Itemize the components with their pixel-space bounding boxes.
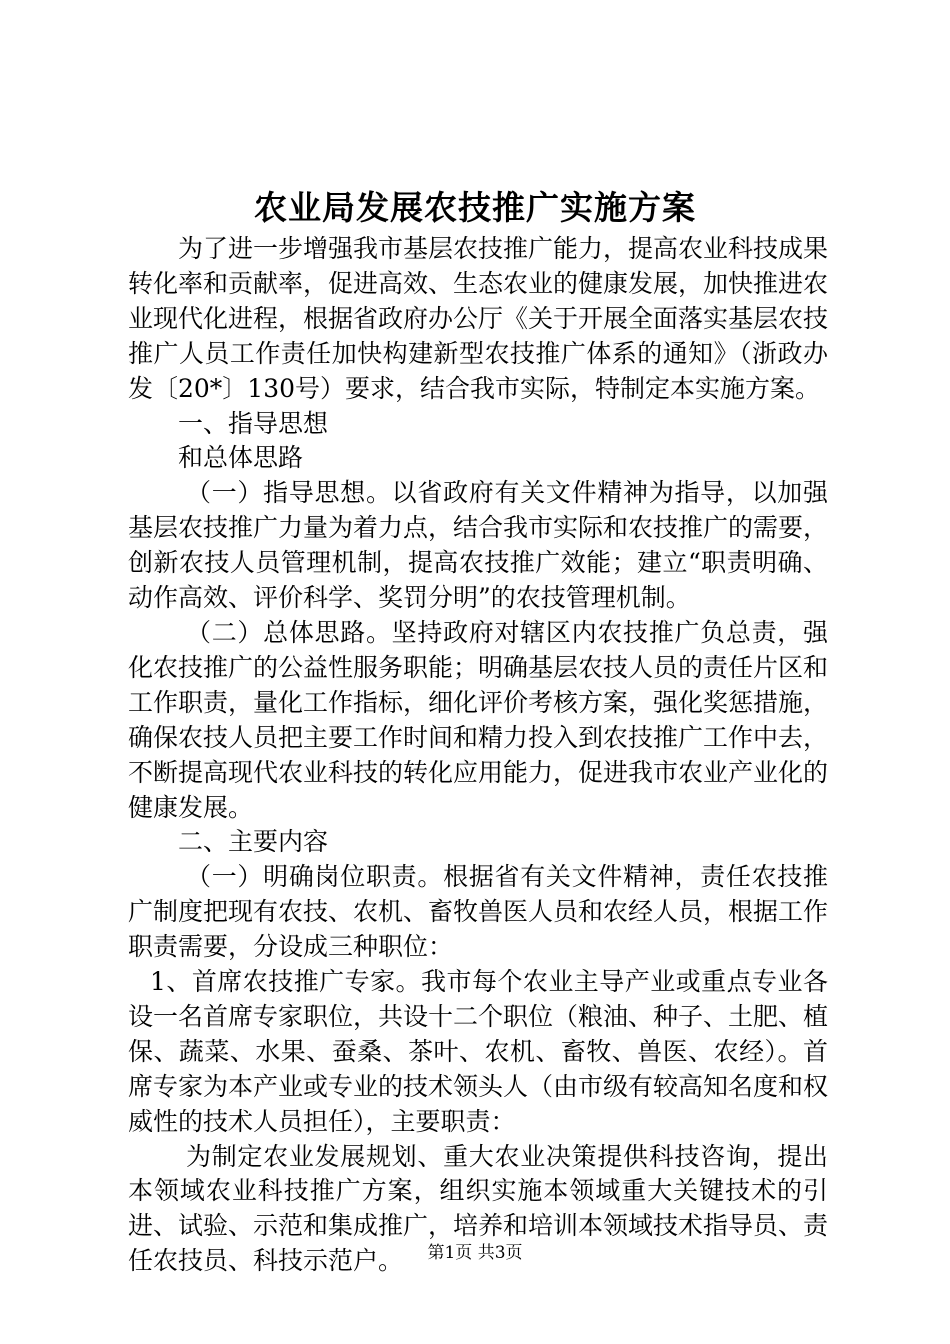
section-heading-overall-approach: 和总体思路 [178, 443, 304, 473]
paragraph-job-duties: （一）明确岗位职责。根据省有关文件精神，责任农技推广制度把现有农技、农机、畜牧兽医人员和农经人员，根据工作职责需要，分设成三种职位： [128, 862, 829, 962]
page-footer: 第1页 共3页 [427, 1243, 523, 1263]
paragraph-overall-approach: （二）总体思路。坚持政府对辖区内农技推广负总责，强化农技推广的公益性服务职能；明确基层农技人员的责任片区和工作职责，量化工作指标，细化评价考核方案，强化奖惩措施，确保农技人员把主要工作时间和精力投入到农技推广工作中去，不断提高现代农业科技的转化应用能力，促进我市农业产业化的健康发展。 [128, 617, 829, 822]
section-heading-main-content: 二、主要内容 [178, 827, 329, 857]
paragraph-chief-expert-duties: 为制定农业发展规划、重大农业决策提供科技咨询，提出本领域农业科技推广方案，组织实施本领域重大关键技术的引进、试验、示范和集成推广，培养和培训本领域技术指导员、责任农技员、科技示范户。 [128, 1141, 829, 1276]
paragraph-intro: 为了进一步增强我市基层农技推广能力，提高农业科技成果转化率和贡献率，促进高效、生态农业的健康发展，加快推进农业现代化进程，根据省政府办公厅《关于开展全面落实基层农技推广人员工作责任加快构建新型农技推广体系的通知》（浙政办发〔20*〕130号）要求，结合我市实际，特制定本实施方案。 [128, 234, 829, 403]
document-body [128, 232, 828, 1279]
document-title: 农业局发展农技推广实施方案 [254, 188, 696, 227]
paragraph-chief-expert: 1、首席农技推广专家。我市每个农业主导产业或重点专业各设一名首席专家职位，共设十二个职位（粮油、种子、土肥、植保、蔬菜、水果、蚕桑、茶叶、农机、畜牧、兽医、农经）。首席专家为本产业或专业的技术领头人（由市级有较高知名度和权威性的技术人员担任），主要职责： [128, 967, 829, 1136]
paragraph-guiding-ideology: （一）指导思想。以省政府有关文件精神为指导，以加强基层农技推广力量为着力点，结合我市实际和农技推广的需要，创新农技人员管理机制，提高农技推广效能；建立“职责明确、动作高效、评价科学、奖罚分明”的农技管理机制。 [128, 478, 829, 613]
section-heading-guiding-ideology: 一、指导思想 [178, 408, 329, 438]
